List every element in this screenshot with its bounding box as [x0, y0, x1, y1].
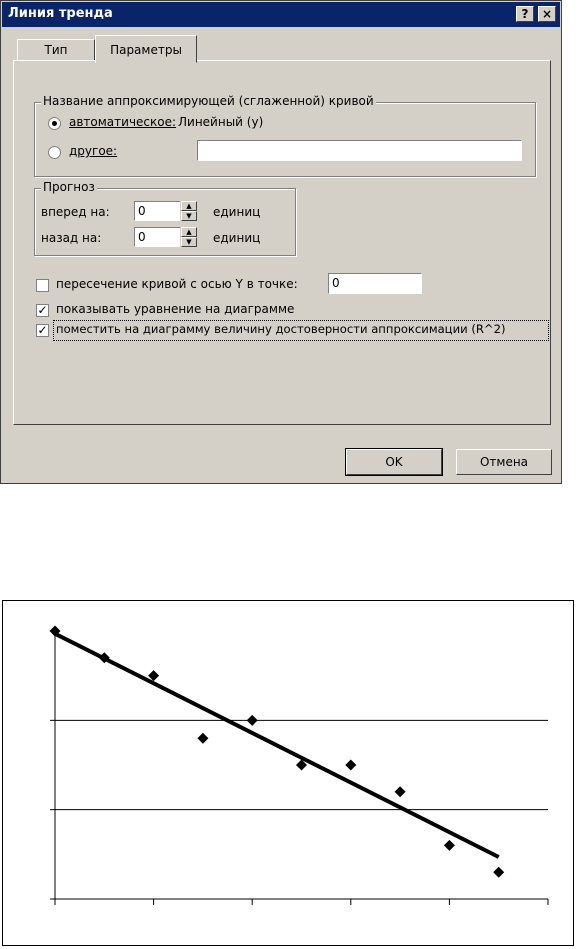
backward-label: назад на: — [41, 231, 102, 245]
title-bar[interactable] — [2, 2, 560, 27]
data-point-9 — [493, 867, 504, 878]
close-button[interactable] — [538, 6, 556, 22]
auto-name-radio[interactable] — [48, 117, 61, 130]
show-equation-label[interactable]: показывать уравнение на диаграмме — [56, 302, 295, 316]
data-point-3 — [197, 733, 208, 744]
parameters-panel — [13, 60, 551, 425]
data-point-7 — [395, 786, 406, 797]
name-group — [34, 94, 536, 177]
other-name-label[interactable]: другое: — [69, 144, 118, 158]
forecast-group — [34, 180, 296, 256]
auto-name-label[interactable]: автоматическое: — [69, 115, 177, 129]
other-name-input[interactable] — [197, 140, 522, 161]
tab-type-label: Тип — [44, 43, 68, 57]
forward-label: вперед на: — [41, 205, 110, 219]
show-equation-checkbox[interactable]: ✓ — [37, 303, 48, 317]
show-r2-checkbox[interactable]: ✓ — [37, 323, 48, 337]
forward-up-icon[interactable]: ▲ — [181, 201, 197, 211]
tab-parameters[interactable] — [95, 35, 197, 63]
forward-units: единиц — [213, 205, 261, 219]
data-point-8 — [444, 840, 455, 851]
name-group-label: Название аппроксимирующей (сглаженной) кривой — [43, 94, 374, 108]
tab-type[interactable] — [17, 39, 95, 61]
intercept-label[interactable]: пересечение кривой с осью Y в точке: — [56, 277, 298, 291]
help-button[interactable] — [516, 6, 534, 22]
intercept-checkbox[interactable] — [36, 279, 49, 292]
data-point-6 — [345, 760, 356, 771]
forecast-group-label: Прогноз — [43, 180, 95, 194]
forward-input[interactable]: 0 — [134, 201, 182, 221]
trend-chart — [2, 600, 574, 946]
trendline — [55, 634, 499, 857]
auto-name-value: Линейный (y) — [178, 115, 264, 129]
dialog-title: Линия тренда — [8, 6, 113, 21]
help-icon: ? — [521, 7, 529, 21]
backward-up-icon[interactable]: ▲ — [181, 227, 197, 237]
tab-parameters-label: Параметры — [110, 43, 182, 57]
cancel-button[interactable]: Отмена — [456, 449, 552, 475]
backward-spinner[interactable] — [180, 227, 197, 247]
backward-input[interactable]: 0 — [134, 227, 182, 247]
ok-button[interactable]: OK — [346, 449, 442, 475]
forward-down-icon[interactable]: ▼ — [181, 211, 197, 221]
trendline-dialog — [0, 0, 562, 484]
intercept-input[interactable]: 0 — [328, 273, 422, 294]
data-point-4 — [247, 715, 258, 726]
other-name-radio[interactable] — [48, 146, 61, 159]
chart-plot — [3, 601, 573, 945]
close-icon: × — [541, 7, 553, 21]
backward-down-icon[interactable]: ▼ — [181, 237, 197, 247]
show-r2-label[interactable]: поместить на диаграмму величину достоверности аппроксимации (R^2) — [56, 322, 506, 336]
forward-spinner[interactable] — [180, 201, 197, 221]
backward-units: единиц — [213, 231, 261, 245]
